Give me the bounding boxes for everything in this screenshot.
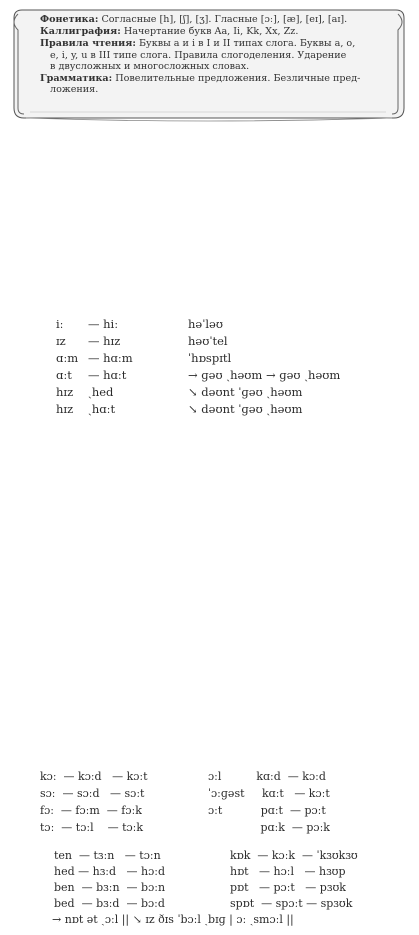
drill-cell: spɒt — spɔːt — spɜʊk (230, 897, 353, 910)
topic-banner (8, 4, 408, 124)
drill-cell: ɪz (56, 334, 66, 348)
drill-cell: pɒt — pɔːt — pɜʊk (230, 881, 346, 894)
grammar-label: Грамматика: (40, 73, 113, 85)
phonetics-label: Фонетика: (40, 14, 99, 25)
drill-row (56, 367, 340, 384)
drill-row (54, 848, 358, 864)
drill-row (56, 384, 340, 401)
drill-cell: — hɑːt (88, 368, 127, 382)
calligraphy-text: Начертание букв Aa, Ii, Kk, Xx, Zz. (123, 26, 299, 38)
reading-rules-text-3: в двусложных и многосложных словах. (50, 60, 250, 72)
drill-cell: ten — tɜːn — tɔːn (54, 849, 161, 862)
drill-row (56, 350, 340, 367)
reading-rules-label: Правила чтения: (40, 38, 136, 50)
drill-cell: pɑːk — pɔːk (208, 821, 330, 834)
drill-cell: ɑːm (56, 351, 79, 365)
calligraphy-label: Каллиграфия: (40, 26, 121, 38)
drill-row (54, 864, 358, 880)
drill-cell: hɪz (56, 385, 74, 399)
drill-cell: ˈhɒspɪtl (188, 351, 232, 365)
drill-cell: ben — bɜːn — bɔːn (54, 881, 166, 894)
drill-cell: kɔː — kɔːd — kɔːt (40, 770, 148, 783)
drill-cell: ↘ dəʊnt ˈɡəʊ ˏhəʊm (188, 385, 303, 399)
drill-cell: tɔː — tɔːl — tɔːk (40, 821, 144, 834)
drill-row (40, 819, 410, 836)
drill-cell: — hɪz (88, 334, 121, 348)
drill-cell: — hɑːm (88, 351, 133, 365)
phonetics-text: Согласные [h], [ʃ], [ʒ]. Гласные [ɔː], [æ], [eɪ], [aɪ]. (101, 14, 348, 25)
reading-rules-text-2: e, i, y, u в III типе слога. Правила слогоделения. Ударение (50, 49, 347, 61)
transcription-drill-2 (40, 768, 410, 836)
drill-cell: kɒk — kɔːk — ˈkɜʊkɜʊ (230, 849, 358, 862)
drill-cell: bed — bɜːd — bɔːd (54, 897, 165, 910)
drill-cell: ˏhed (88, 385, 114, 399)
drill-cell: fɔː — fɔːm — fɔːk (40, 804, 142, 817)
drill-row (56, 333, 340, 350)
drill-cell: hɒt — hɔːl — hɜʊp (230, 865, 346, 878)
drill-cell: — hiː (88, 317, 119, 331)
drill-cell: ˏhɑːt (88, 402, 116, 416)
drill-row (40, 802, 410, 819)
transcription-drill-1 (56, 316, 340, 418)
drill-cell: ↘ dəʊnt ˈɡəʊ ˏhəʊm (188, 402, 303, 416)
drill-cell: hɪz (56, 402, 74, 416)
drill-cell: həˈləʊ (188, 317, 223, 331)
drill-row (56, 316, 340, 333)
drill-cell: → ɡəʊ ˏhəʊm → ɡəʊ ˏhəʊm (188, 368, 341, 382)
drill-row (56, 401, 340, 418)
drill-cell: ˈɔːɡəst kɑːt — kɔːt (208, 787, 330, 800)
drill-cell: hed — hɜːd — hɔːd (54, 865, 166, 878)
drill-cell: ɑːt (56, 368, 72, 382)
transcription-drill-3 (54, 848, 358, 912)
drill-row (54, 880, 358, 896)
drill-cell: iː (56, 317, 64, 331)
intonation-line: → nɒt ət ˏɔːl || ↘ ɪz ðɪs ˈbɔːl ˏbɪɡ | ɔː ˏsmɔːl || (52, 913, 294, 926)
drill-cell: ɔːl kɑːd — kɔːd (208, 770, 326, 783)
drill-cell: ɔːt pɑːt — pɔːt (208, 804, 326, 817)
drill-row (40, 768, 410, 785)
drill-row (40, 785, 410, 802)
grammar-text-2: ложения. (50, 84, 99, 96)
drill-row (54, 896, 358, 912)
drill-cell: həʊˈtel (188, 334, 228, 348)
reading-rules-text-1: Буквы a и i в I и II типах слога. Буквы a, o, (139, 38, 356, 50)
grammar-text-1: Повелительные предложения. Безличные пред- (115, 73, 361, 85)
drill-cell: sɔː — sɔːd — sɔːt (40, 787, 145, 800)
